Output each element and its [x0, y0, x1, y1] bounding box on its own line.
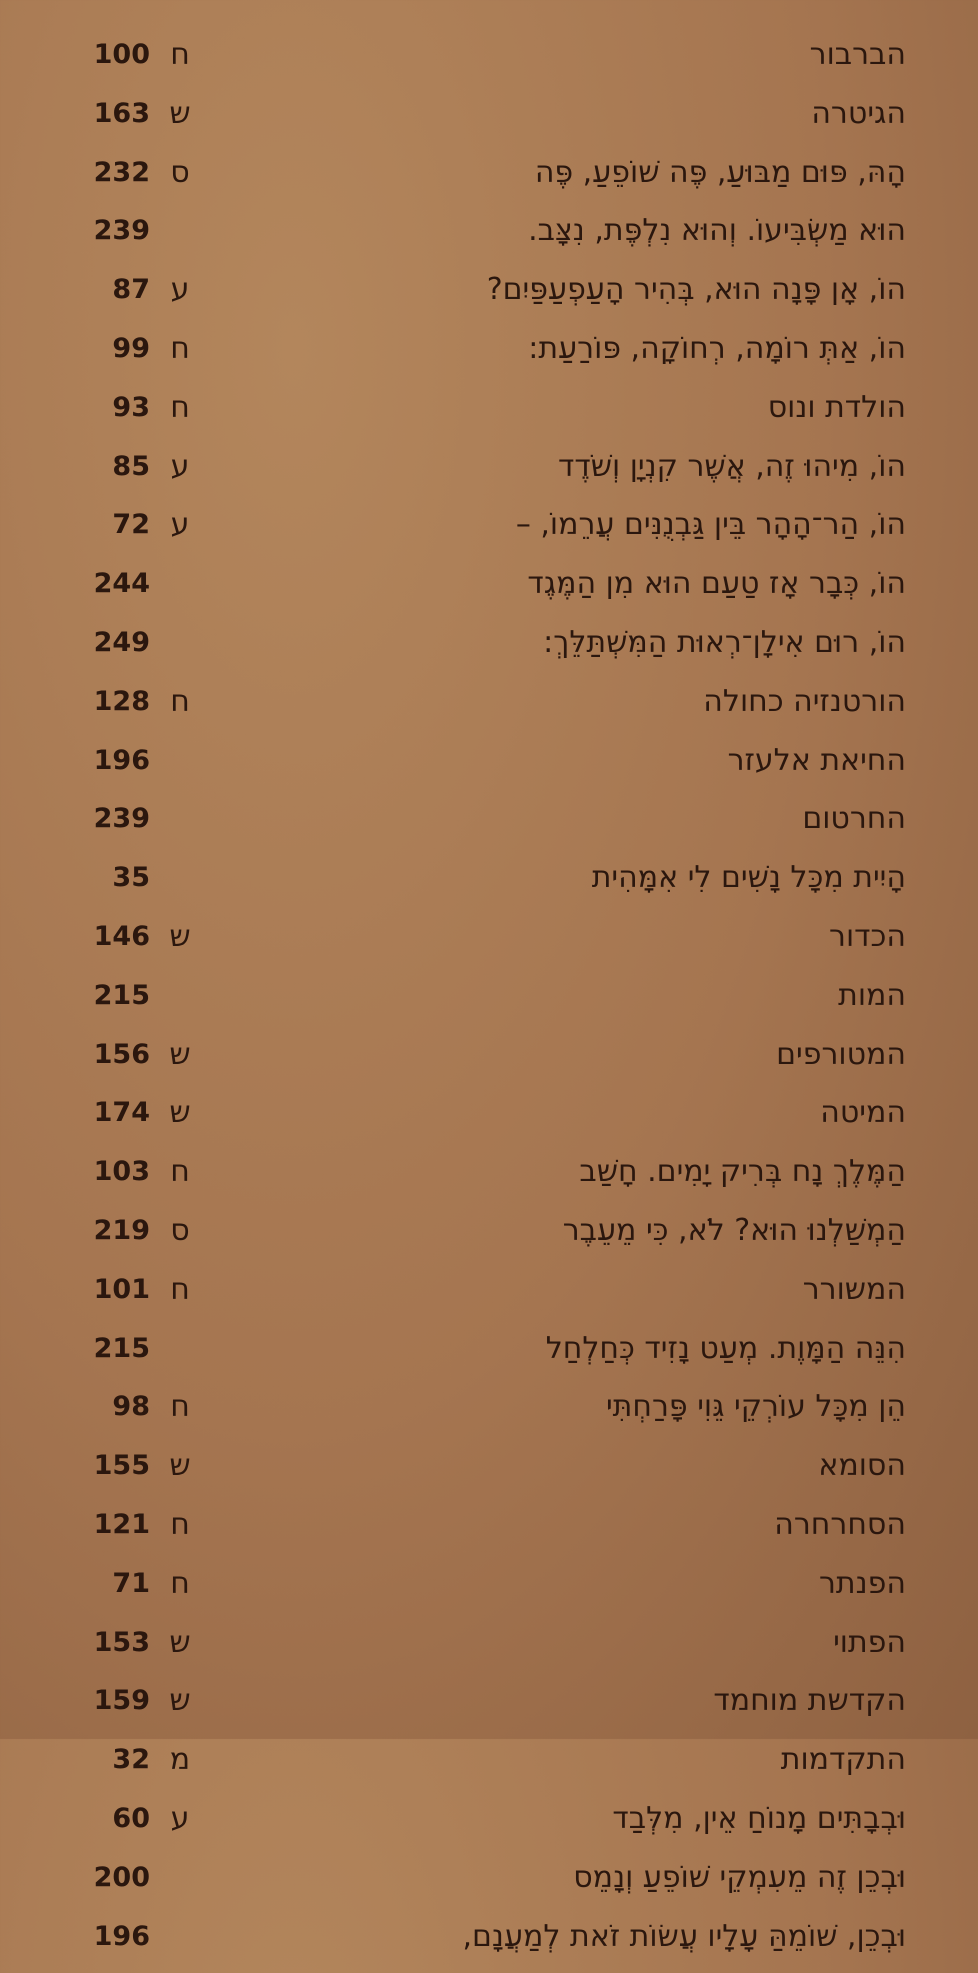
page-number: 159: [80, 1679, 150, 1723]
page-number: 72: [80, 503, 150, 547]
entry-title: המשורר: [803, 1268, 906, 1312]
entry-title: הַמֶּלֶךְ נָח בְּרִיק יָמִים. חָשַׁב: [579, 1150, 906, 1194]
entry-title: הָהּ, פּוּם מַבּוּעַ, פֶּה שׁוֹפֵעַ, פֶּה: [535, 151, 906, 195]
page-number: 239: [80, 797, 150, 841]
page-number: 93: [80, 386, 150, 430]
index-entry: [0, 856, 978, 915]
index-entry: [0, 1503, 978, 1562]
entry-title: הגיטרה: [811, 92, 906, 136]
section-letter: ס: [160, 1209, 200, 1253]
entry-title: הסחרחרה: [774, 1503, 906, 1547]
index-entry: [0, 268, 978, 327]
page-number: 156: [80, 1033, 150, 1077]
section-letter: ח: [160, 1562, 200, 1606]
index-entry: [0, 1385, 978, 1444]
entry-title: התקדמות: [781, 1738, 906, 1782]
index-entry: [0, 1915, 978, 1973]
section-letter: ח: [160, 1150, 200, 1194]
entry-title: המיטה: [820, 1091, 906, 1135]
page-number: 99: [80, 327, 150, 371]
index-entry: [0, 386, 978, 445]
entry-title: וּבְכֵן זֶה מֵעִמְקֵי שׁוֹפֵעַ וְנָמֵס: [573, 1856, 906, 1900]
entry-title: הוֹ, כְּבָר אָז טַעַם הוּא מִן הַמֶּגֶד: [527, 562, 906, 606]
page-number: 32: [80, 1738, 150, 1782]
page-number: 121: [80, 1503, 150, 1547]
entry-title: הוֹ, אַתְּ רוֹמָה, רְחוֹקָה, פּוֹרַעַת:: [528, 327, 906, 371]
index-entry: [0, 1856, 978, 1915]
page-number: 103: [80, 1150, 150, 1194]
entry-title: הִנֵּה הַמָּוֶת. מְעַט נָזִיד כְּחַלְחַל: [546, 1327, 906, 1371]
page-number: 232: [80, 151, 150, 195]
page-number: 146: [80, 915, 150, 959]
section-letter: ח: [160, 1385, 200, 1429]
index-entry: [0, 1268, 978, 1327]
section-letter: ח: [160, 386, 200, 430]
section-letter: ח: [160, 1268, 200, 1312]
section-letter: ע: [160, 268, 200, 312]
index-entry: [0, 1033, 978, 1092]
index-entry: [0, 1679, 978, 1738]
index-entry: [0, 562, 978, 621]
index-entry: [0, 1327, 978, 1386]
index-entry: [0, 445, 978, 504]
index-entry: [0, 1444, 978, 1503]
section-letter: ש: [160, 92, 200, 136]
entry-title: הָיִית מִכָּל נָשִׁים לִי אִמָּהִית: [592, 856, 906, 900]
index-entry: [0, 974, 978, 1033]
page-number: 155: [80, 1444, 150, 1488]
entry-title: הולדת ונוס: [768, 386, 906, 430]
section-letter: ש: [160, 1033, 200, 1077]
index-entry: [0, 503, 978, 562]
index-list: [0, 33, 978, 1973]
entry-title: הוֹ, אָן פָּנָה הוּא, בְּהִיר הָעַפְעַפַּיִם?: [487, 268, 906, 312]
entry-title: הורטנזיה כחולה: [703, 680, 906, 724]
page-number: 98: [80, 1385, 150, 1429]
index-entry: [0, 797, 978, 856]
section-letter: ע: [160, 503, 200, 547]
section-letter: ח: [160, 1503, 200, 1547]
index-entry: [0, 327, 978, 386]
entry-title: המות: [838, 974, 906, 1018]
index-entry: [0, 33, 978, 92]
entry-title: הברבור: [810, 33, 906, 77]
entry-title: הפנתר: [819, 1562, 906, 1606]
entry-title: הסומא: [818, 1444, 906, 1488]
index-entry: [0, 680, 978, 739]
entry-title: הוּא מַשְׂבִּיעוֹ. וְהוּא נִלְפֶּת, נִצָּב.: [528, 209, 906, 253]
page-number: 244: [80, 562, 150, 606]
entry-title: הקדשת מוחמד: [713, 1679, 906, 1723]
index-entry: [0, 1209, 978, 1268]
index-entry: [0, 621, 978, 680]
page-number: 100: [80, 33, 150, 77]
entry-title: הוֹ, רוּם אִילָן־רְאוּת הַמִּשְׁתַּלֵּךְ:: [543, 621, 906, 665]
page-number: 60: [80, 1797, 150, 1841]
page-number: 200: [80, 1856, 150, 1900]
index-entry: [0, 915, 978, 974]
section-letter: ח: [160, 327, 200, 371]
entry-title: החיאת אלעזר: [728, 739, 906, 783]
section-letter: ע: [160, 445, 200, 489]
section-letter: ע: [160, 1797, 200, 1841]
page-number: 196: [80, 1915, 150, 1959]
section-letter: ש: [160, 1091, 200, 1135]
section-letter: ס: [160, 151, 200, 195]
section-letter: ש: [160, 915, 200, 959]
page-number: 35: [80, 856, 150, 900]
entry-title: הַמְשַׁלְנוּ הוּא? לֹא, כִּי מֵעֵבֶר: [563, 1209, 906, 1253]
page-number: 215: [80, 974, 150, 1018]
page-number: 196: [80, 739, 150, 783]
section-letter: ש: [160, 1621, 200, 1665]
entry-title: המטורפים: [776, 1033, 906, 1077]
page-number: 239: [80, 209, 150, 253]
entry-title: וּבְכֵן, שׁוֹמֵהַּ עָלָיו עֲשׂוֹת זֹאת לְמַעֲנָם,: [462, 1915, 906, 1959]
page-number: 174: [80, 1091, 150, 1135]
page-number: 215: [80, 1327, 150, 1371]
entry-title: הכדור: [829, 915, 906, 959]
page-number: 249: [80, 621, 150, 665]
index-entry: [0, 1150, 978, 1209]
index-entry: [0, 1091, 978, 1150]
section-letter: ש: [160, 1679, 200, 1723]
section-letter: ח: [160, 680, 200, 724]
index-entry: [0, 739, 978, 798]
page-number: 153: [80, 1621, 150, 1665]
page-number: 71: [80, 1562, 150, 1606]
index-entry: [0, 1738, 978, 1797]
section-letter: ש: [160, 1444, 200, 1488]
page-number: 128: [80, 680, 150, 724]
page-number: 219: [80, 1209, 150, 1253]
entry-title: וּבְבָתִּים מָנוֹחַ אֵין, מִלְּבַד: [612, 1797, 906, 1841]
entry-title: הוֹ, הַר־הָהָר בֵּין גַּבְנֻנִּים עֲרֵמוֹ, –: [516, 503, 906, 547]
index-entry: [0, 92, 978, 151]
entry-title: הֵן מִכָּל עוֹרְקֵי גֵּוִי פָּרַחְתִּי: [606, 1385, 906, 1429]
index-entry: [0, 1621, 978, 1680]
index-entry: [0, 151, 978, 210]
page-number: 101: [80, 1268, 150, 1312]
page-number: 163: [80, 92, 150, 136]
index-entry: [0, 209, 978, 268]
entry-title: החרטום: [802, 797, 906, 841]
page-number: 87: [80, 268, 150, 312]
index-entry: [0, 1797, 978, 1856]
section-letter: מ: [160, 1738, 200, 1782]
page-number: 85: [80, 445, 150, 489]
entry-title: הפתוי: [833, 1621, 906, 1665]
section-letter: ח: [160, 33, 200, 77]
index-entry: [0, 1562, 978, 1621]
entry-title: הוֹ, מִיהוּ זֶה, אֲשֶׁר קִנְיָן וְשֹׁדֶד: [558, 445, 906, 489]
